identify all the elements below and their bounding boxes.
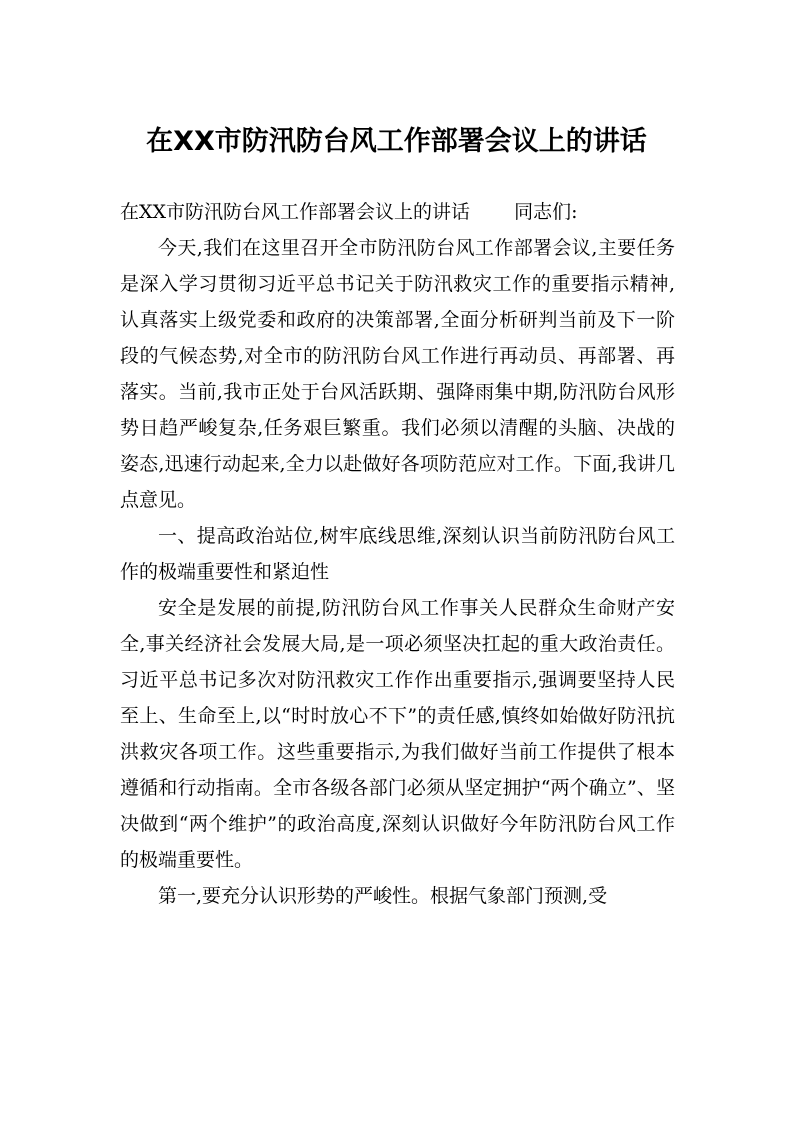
paragraph-safety: 安全是发展的前提,防汛防台风工作事关人民群众生命财产安全,事关经济社会发展大局,是一项必须坚决扛起的重大政治责任。习近平总书记多次对防汛救灾工作作出重要指示,强调要坚持人民至上、生命至上,以“时时放心不下”的责任感,慎终如始做好防汛抗洪救灾各项工作。这些重要指示,为我们做好当前工作提供了根本遵循和行动指南。全市各级各部门必须从坚定拥护“两个确立”、坚决做到“两个维护”的政治高度,深刻认识做好今年防汛防台风工作的极端重要性。 [120, 597, 675, 871]
opening-line [120, 194, 675, 230]
salutation: 同志们: [514, 201, 578, 223]
document-title: 在XX市防汛防台风工作部署会议上的讲话 [146, 126, 647, 157]
paragraph-intro: 今天,我们在这里召开全市防汛防台风工作部署会议,主要任务是深入学习贯彻习近平总书记关于防汛救灾工作的重要指示精神,认真落实上级党委和政府的决策部署,全面分析研判当前及下一阶段的气候态势,对全市的防汛防台风工作进行再动员、再部署、再落实。当前,我市正处于台风活跃期、强降雨集中期,防汛防台风形势日趋严峻复杂,任务艰巨繁重。我们必须以清醒的头脑、决战的姿态,迅速行动起来,全力以赴做好各项防范应对工作。下面,我讲几点意见。 [120, 237, 675, 511]
document-body [120, 194, 675, 914]
document-subtitle: 在XX市防汛防台风工作部署会议上的讲话 [120, 201, 471, 223]
paragraph-first-point: 第一,要充分认识形势的严峻性。根据气象部门预测,受 [158, 885, 608, 907]
section-heading-1: 一、提高政治站位,树牢底线思维,深刻认识当前防汛防台风工作的极端重要性和紧迫性 [120, 525, 675, 583]
